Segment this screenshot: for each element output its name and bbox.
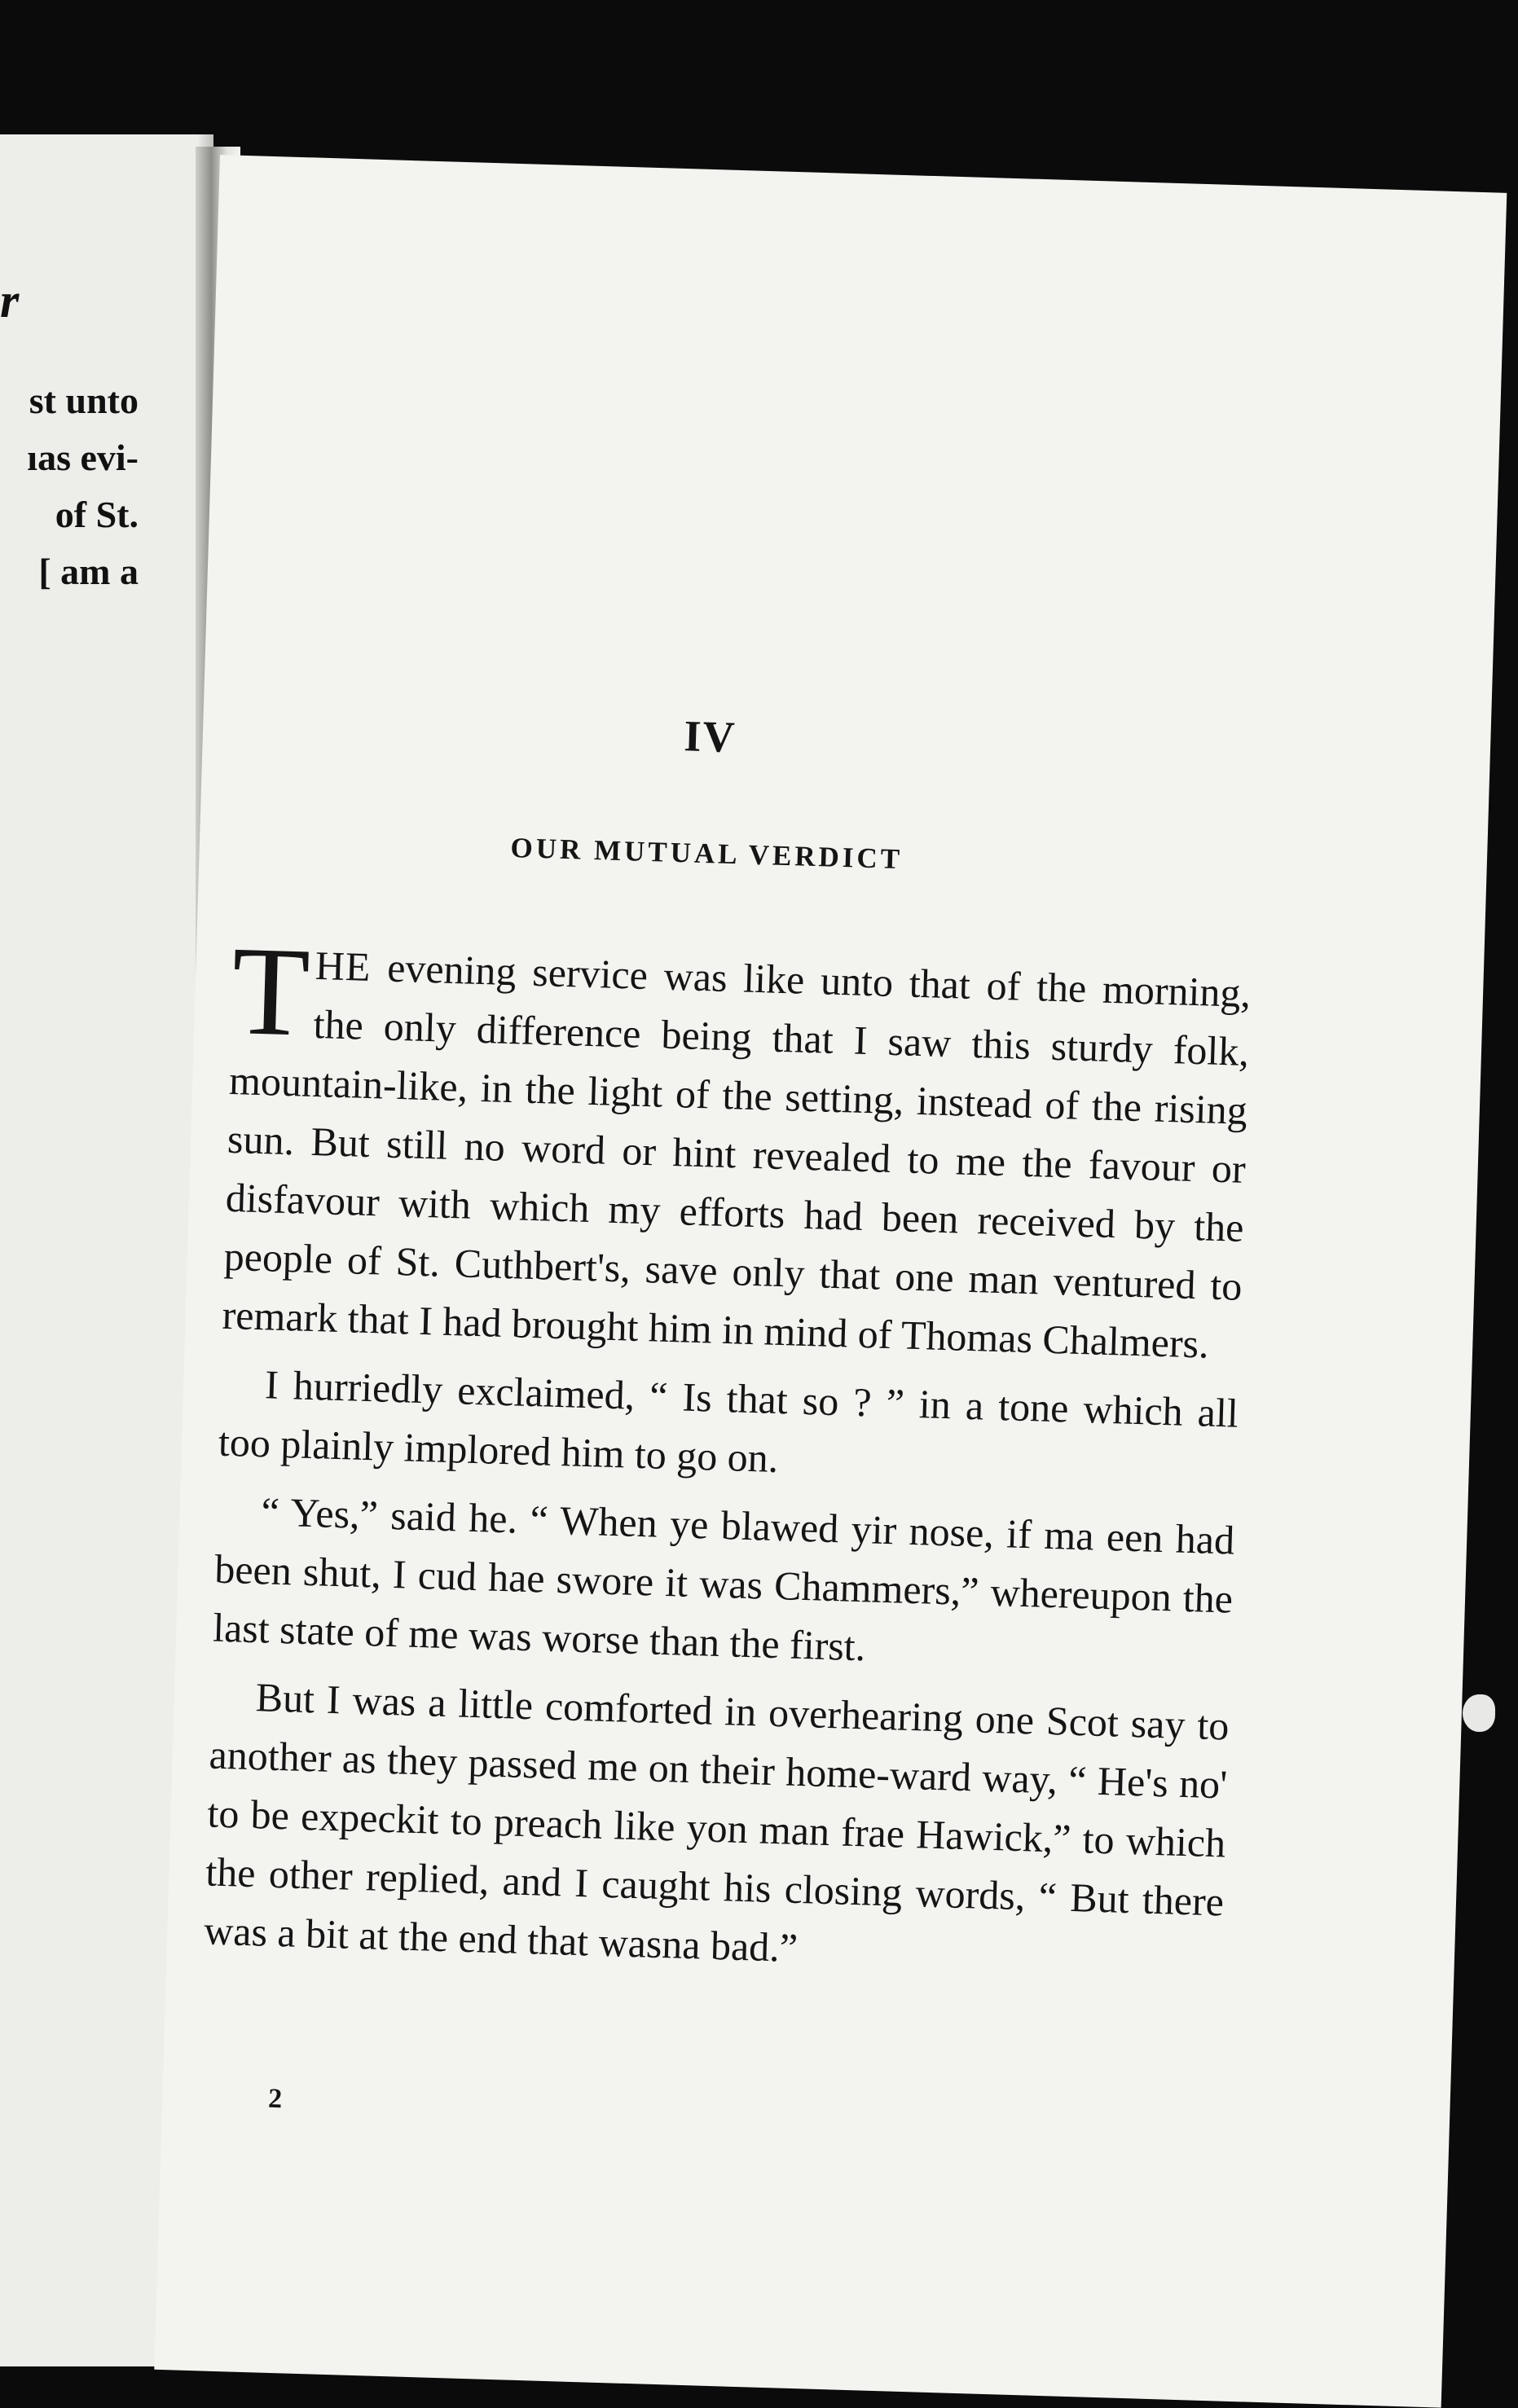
- left-page-line: ıas evi-: [27, 437, 139, 478]
- main-page: [154, 155, 1507, 2408]
- paragraph-2: I hurriedly exclaimed, “ Is that so ? ” in a tone which all too plainly implored him to go on.: [218, 1361, 1239, 1482]
- left-page-line: of St.: [55, 494, 139, 535]
- chapter-body: [203, 919, 1252, 1990]
- page-edge-tear: [1463, 1694, 1495, 1732]
- paragraph-3: “ Yes,” said he. “ When ye blawed yir nose, if ma een had been shut, I cud hae swore it was Chammers,” whereupon the last state of me was worse than the first.: [212, 1488, 1235, 1670]
- paragraph-1: [221, 919, 1252, 1374]
- paragraph-4: But I was a little comforted in overhearing one Scot say to another as they passed me on their home-ward way, “ He's no' to be expeckit to preach like yon man frae Hawick,” to which the other replied, and I caught his closing words, “ But there was a bit at the end that wasna bad.”: [203, 1674, 1230, 1971]
- left-page-edge-letter: r: [0, 274, 20, 327]
- paragraph-1-text: evening service was like unto that of the morning, the only difference being that I saw this sturdy folk, mountain-like, in the light of the setting, instead of the rising sun. But still no word or hint revealed to me the favour or disfavour with which my efforts had been received by the people of St. Cuthbert's, save only that one man ventured to remark that I had brought him in mind of Thomas Chalmers.: [221, 943, 1252, 1367]
- left-page-line: st unto: [29, 380, 139, 421]
- chapter-title: OUR MUTUAL VERDICT: [510, 831, 904, 876]
- drop-cap: T: [230, 919, 312, 1063]
- left-page-line: [ am a: [38, 551, 139, 592]
- first-word-rest: HE: [315, 942, 372, 990]
- chapter-number: IV: [683, 711, 737, 762]
- signature-mark: 2: [267, 2083, 283, 2115]
